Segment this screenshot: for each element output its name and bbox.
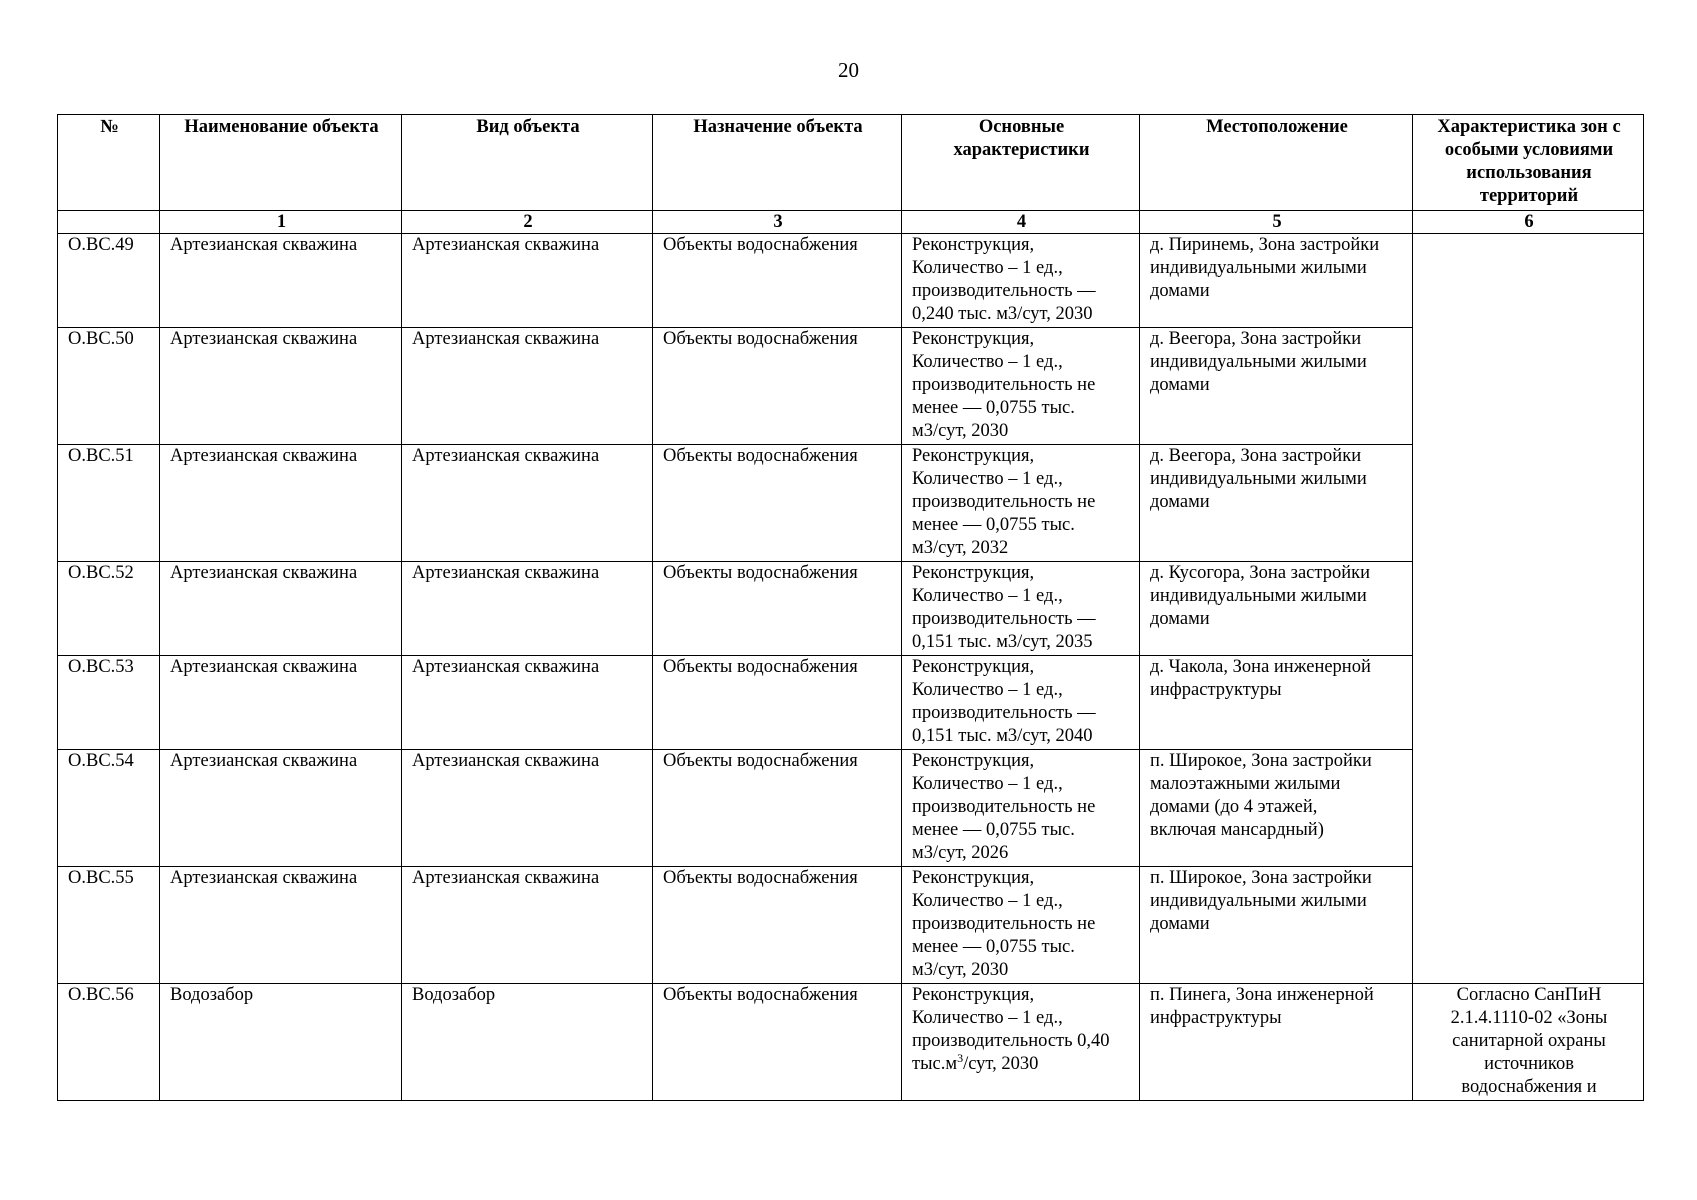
object-kind: Артезианская скважина xyxy=(402,328,653,445)
object-name: Артезианская скважина xyxy=(160,867,402,984)
object-purpose: Объекты водоснабжения xyxy=(653,750,902,867)
object-id: О.ВС.51 xyxy=(58,445,160,562)
object-characteristics: Реконструкция, Количество – 1 ед., производительность не менее — 0,0755 тыс. м3/сут, 2026 xyxy=(902,750,1140,867)
cubic-superscript: 3 xyxy=(957,1050,964,1065)
header-object-purpose: Назначение объекта xyxy=(653,115,902,211)
object-name: Водозабор xyxy=(160,984,402,1101)
object-id: О.ВС.54 xyxy=(58,750,160,867)
table-row xyxy=(58,445,1644,562)
table-row xyxy=(58,867,1644,984)
column-number-4: 4 xyxy=(902,211,1140,234)
object-purpose: Объекты водоснабжения xyxy=(653,656,902,750)
object-id: О.ВС.56 xyxy=(58,984,160,1101)
object-kind: Артезианская скважина xyxy=(402,562,653,656)
object-kind: Артезианская скважина xyxy=(402,445,653,562)
object-location: д. Веегора, Зона застройки индивидуальными жилыми домами xyxy=(1140,328,1413,445)
header-object-name: Наименование объекта xyxy=(160,115,402,211)
object-name: Артезианская скважина xyxy=(160,562,402,656)
object-name: Артезианская скважина xyxy=(160,234,402,328)
object-kind: Водозабор xyxy=(402,984,653,1101)
object-id: О.ВС.55 xyxy=(58,867,160,984)
table-row xyxy=(58,328,1644,445)
table-header-row xyxy=(58,115,1644,211)
object-location: д. Кусогора, Зона застройки индивидуальными жилыми домами xyxy=(1140,562,1413,656)
object-characteristics: Реконструкция, Количество – 1 ед., производительность — 0,151 тыс. м3/сут, 2035 xyxy=(902,562,1140,656)
object-kind: Артезианская скважина xyxy=(402,867,653,984)
characteristics-main-text: Реконструкция, Количество – 1 ед., производительность 0,40 тыс.м xyxy=(912,985,1110,1074)
object-characteristics: Реконструкция, Количество – 1 ед., производительность — 0,151 тыс. м3/сут, 2040 xyxy=(902,656,1140,750)
object-name: Артезианская скважина xyxy=(160,656,402,750)
object-purpose: Объекты водоснабжения xyxy=(653,328,902,445)
object-kind: Артезианская скважина xyxy=(402,750,653,867)
object-id: О.ВС.53 xyxy=(58,656,160,750)
object-id: О.ВС.49 xyxy=(58,234,160,328)
object-purpose: Объекты водоснабжения xyxy=(653,234,902,328)
object-purpose: Объекты водоснабжения xyxy=(653,984,902,1101)
column-number-5: 5 xyxy=(1140,211,1413,234)
header-characteristics: Основные характеристики xyxy=(902,115,1140,211)
object-location: п. Широкое, Зона застройки индивидуальными жилыми домами xyxy=(1140,867,1413,984)
object-name: Артезианская скважина xyxy=(160,328,402,445)
object-kind: Артезианская скважина xyxy=(402,656,653,750)
object-kind: Артезианская скважина xyxy=(402,234,653,328)
object-characteristics: Реконструкция, Количество – 1 ед., производительность не менее — 0,0755 тыс. м3/сут, 2030 xyxy=(902,867,1140,984)
zone-characteristics-note: Согласно СанПиН 2.1.4.1110-02 «Зоны санитарной охраны источников водоснабжения и xyxy=(1413,984,1644,1101)
header-number: № xyxy=(58,115,160,211)
object-characteristics xyxy=(902,984,1140,1101)
table-row xyxy=(58,750,1644,867)
characteristics-tail-text: /сут, 2030 xyxy=(963,1054,1039,1074)
object-location: п. Пинега, Зона инженерной инфраструктуры xyxy=(1140,984,1413,1101)
object-location: п. Широкое, Зона застройки малоэтажными жилыми домами (до 4 этажей, включая мансардный) xyxy=(1140,750,1413,867)
table-row xyxy=(58,984,1644,1101)
object-characteristics: Реконструкция, Количество – 1 ед., производительность не менее — 0,0755 тыс. м3/сут, 2030 xyxy=(902,328,1140,445)
column-number-3: 3 xyxy=(653,211,902,234)
table-row xyxy=(58,562,1644,656)
object-id: О.ВС.50 xyxy=(58,328,160,445)
zone-characteristics-empty xyxy=(1413,234,1644,984)
object-name: Артезианская скважина xyxy=(160,445,402,562)
column-number-row xyxy=(58,211,1644,234)
column-number-0 xyxy=(58,211,160,234)
header-location: Местоположение xyxy=(1140,115,1413,211)
page-number: 20 xyxy=(838,58,859,82)
object-purpose: Объекты водоснабжения xyxy=(653,445,902,562)
table-row xyxy=(58,234,1644,328)
object-name: Артезианская скважина xyxy=(160,750,402,867)
column-number-6: 6 xyxy=(1413,211,1644,234)
object-characteristics: Реконструкция, Количество – 1 ед., производительность — 0,240 тыс. м3/сут, 2030 xyxy=(902,234,1140,328)
objects-table xyxy=(57,114,1644,1101)
object-id: О.ВС.52 xyxy=(58,562,160,656)
object-location: д. Чакола, Зона инженерной инфраструктуры xyxy=(1140,656,1413,750)
object-location: д. Веегора, Зона застройки индивидуальными жилыми домами xyxy=(1140,445,1413,562)
object-purpose: Объекты водоснабжения xyxy=(653,867,902,984)
object-characteristics: Реконструкция, Количество – 1 ед., производительность не менее — 0,0755 тыс. м3/сут, 2032 xyxy=(902,445,1140,562)
header-object-kind: Вид объекта xyxy=(402,115,653,211)
object-purpose: Объекты водоснабжения xyxy=(653,562,902,656)
object-location: д. Пиринемь, Зона застройки индивидуальными жилыми домами xyxy=(1140,234,1413,328)
table-row xyxy=(58,656,1644,750)
header-zone-characteristics: Характеристика зон с особыми условиями использования территорий xyxy=(1413,115,1644,211)
column-number-2: 2 xyxy=(402,211,653,234)
column-number-1: 1 xyxy=(160,211,402,234)
